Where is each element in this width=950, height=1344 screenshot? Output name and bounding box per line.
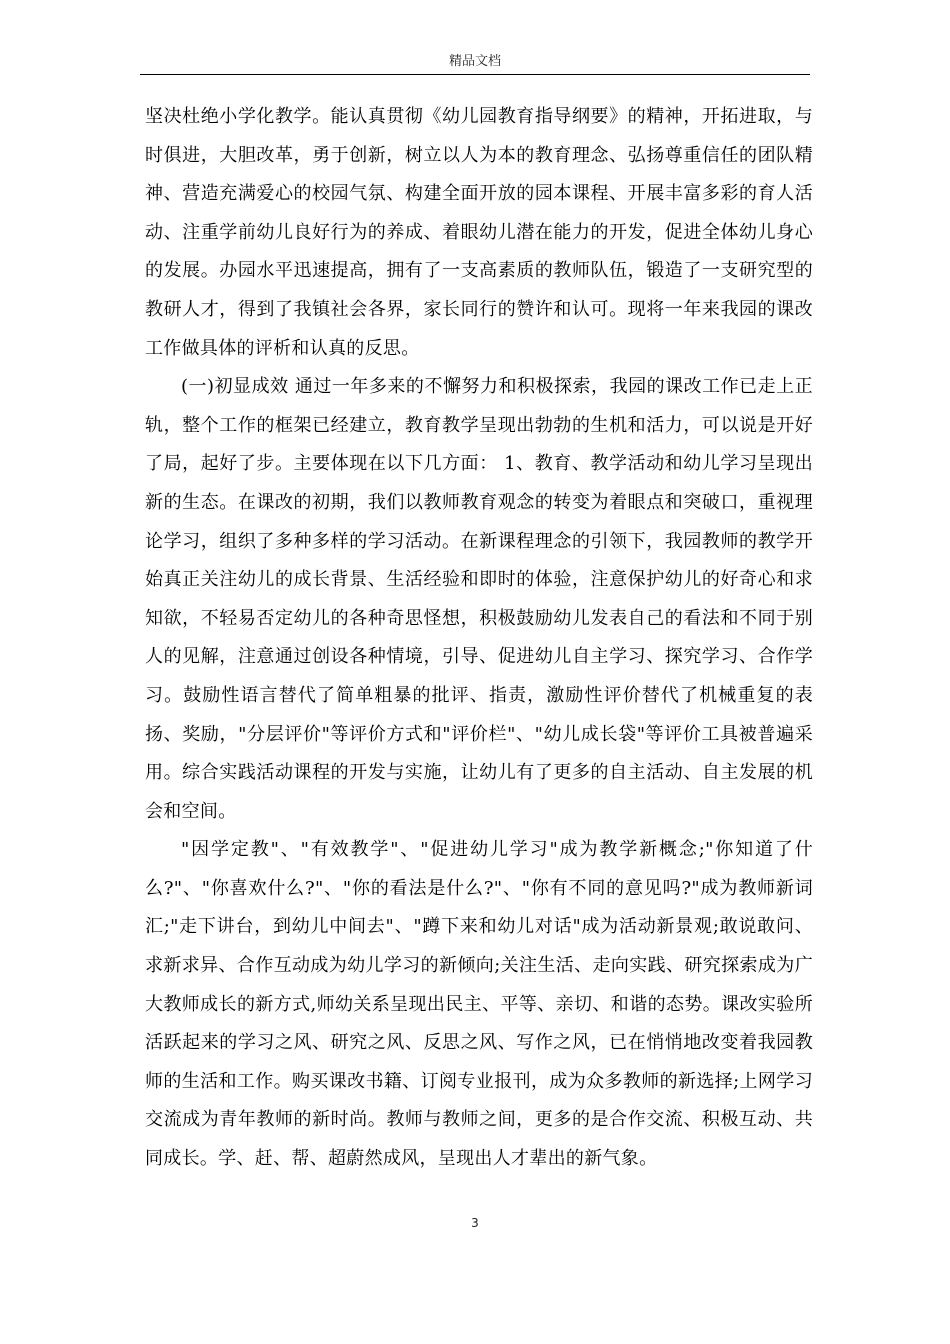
- paragraph-1: 坚决杜绝小学化教学。能认真贯彻《幼儿园教育指导纲要》的精神，开拓进取，与时俱进，大胆改革，勇于创新，树立以人为本的教育理念、弘扬尊重信任的团队精神、营造充满爱心的校园气氛、构建全面开放的园本课程、开展丰富多彩的育人活动、注重学前幼儿良好行为的养成、着眼幼儿潜在能力的开发，促进全体幼儿身心的发展。办园水平迅速提高，拥有了一支高素质的教师队伍，锻造了一支研究型的教研人才，得到了我镇社会各界，家长同行的赞许和认可。现将一年来我园的课改工作做具体的评析和认真的反思。: [145, 106, 813, 359]
- page-number: 3: [471, 1216, 479, 1230]
- page-header: 精品文档: [140, 52, 810, 75]
- paragraph-2: (一)初显成效 通过一年多来的不懈努力和积极探索，我园的课改工作已走上正轨，整个工作的框架已经建立，教育教学呈现出勃勃的生机和活力，可以说是开好了局，起好了步。主要体现在以下几方面： 1、教育、教学活动和幼儿学习呈现出新的生态。在课改的初期，我们以教师教育观念的转变为着眼点和突破口，重视理论学习，组织了多种多样的学习活动。在新课程理念的引领下，我园教师的教学开始真正关注幼儿的成长背景、生活经验和即时的体验，注意保护幼儿的好奇心和求知欲，不轻易否定幼儿的各种奇思怪想，积极鼓励幼儿发表自己的看法和不同于别人的见解，注意通过创设各种情境，引导、促进幼儿自主学习、探究学习、合作学习。鼓励性语言替代了简单粗暴的批评、指责，激励性评价替代了机械重复的表扬、奖励，"分层评价"等评价方式和"评价栏"、"幼儿成长袋"等评价工具被普遍采用。综合实践活动课程的开发与实施，让幼儿有了更多的自主活动、自主发展的机会和空间。: [145, 376, 813, 822]
- document-body: [145, 98, 813, 1179]
- paragraph-3: "因学定教"、"有效教学"、"促进幼儿学习"成为教学新概念;"你知道了什么?"、"你喜欢什么?"、"你的看法是什么?"、"你有不同的意见吗?"成为教师新词汇;"走下讲台，到幼儿中间去"、"蹲下来和幼儿对话"成为活动新景观;敢说敢问、求新求异、合作互动成为幼儿学习的新倾向;关注生活、走向实践、研究探索成为广大教师成长的新方式,师幼关系呈现出民主、平等、亲切、和谐的态势。课改实验所活跃起来的学习之风、研究之风、反思之风、写作之风，已在悄悄地改变着我园教师的生活和工作。购买课改书籍、订阅专业报刊，成为众多教师的新选择;上网学习交流成为青年教师的新时尚。教师与教师之间，更多的是合作交流、积极互动、共同成长。学、赶、帮、超蔚然成风，呈现出人才辈出的新气象。: [145, 839, 813, 1170]
